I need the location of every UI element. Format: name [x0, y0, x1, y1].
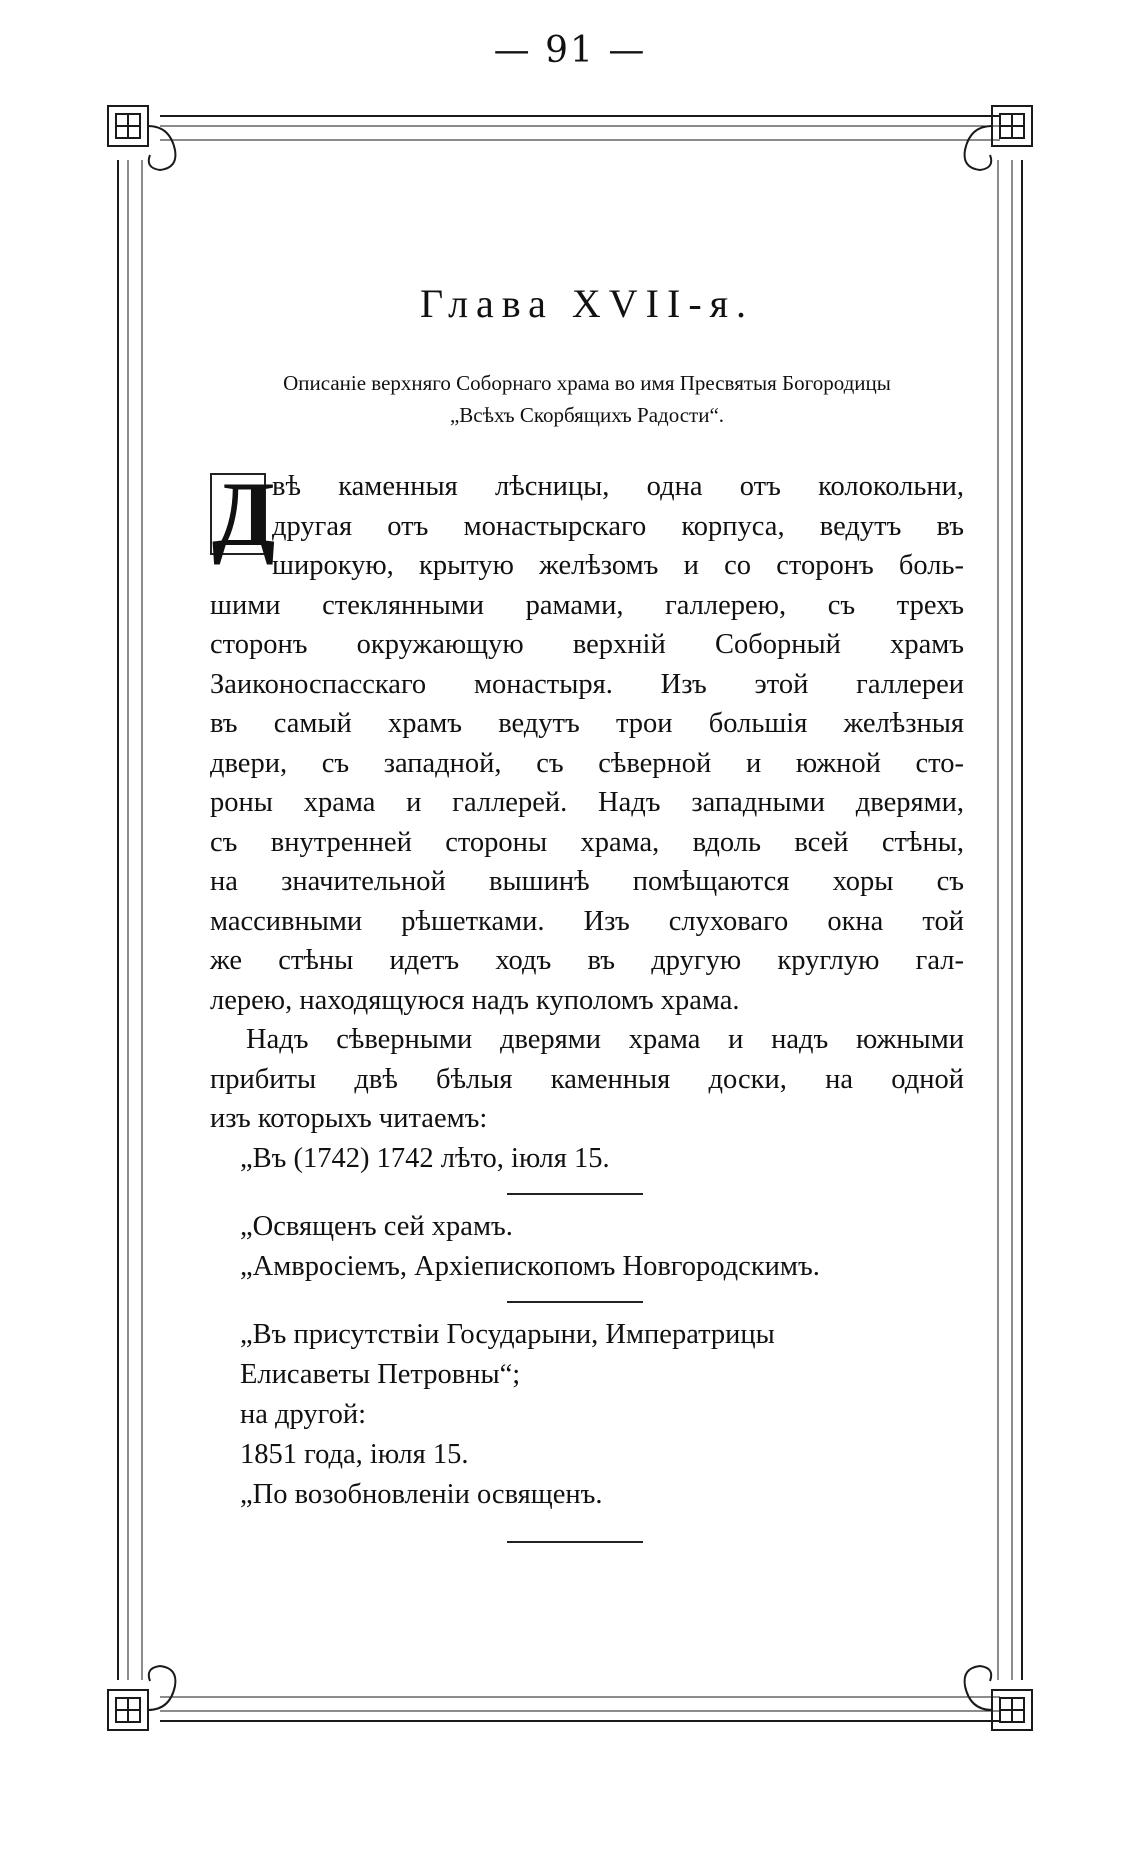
divider-rule	[507, 1193, 643, 1195]
text-line: на значительной вышинѣ помѣщаются хоры съ	[210, 866, 964, 897]
drop-cap: Д	[212, 463, 276, 565]
text-line: Надъ сѣверными дверями храма и надъ южными	[246, 1024, 964, 1055]
text-line: шими стеклянными рамами, галлерею, съ трехъ	[210, 589, 964, 621]
text-line: другая отъ монастырскаго корпуса, ведутъ въ	[272, 510, 964, 542]
inscription-1	[210, 1139, 964, 1179]
divider-rule	[507, 1301, 643, 1303]
chapter-title: Глава XVII-я.	[419, 281, 755, 326]
text-line: массивными рѣшетками. Изъ слуховаго окна той	[210, 905, 964, 937]
inscription-line: на другой:	[240, 1398, 367, 1430]
text-line: двери, съ западной, съ сѣверной и южной сто-	[210, 747, 964, 779]
inscription-line: „Освященъ сей храмъ.	[240, 1210, 513, 1242]
text-line: роны храма и галлерей. Надъ западными дверями,	[210, 787, 964, 818]
text-line: въ самый храмъ ведутъ трои большія желѣзныя	[210, 708, 964, 739]
subtitle-line: Описаніе верхняго Соборнаго храма во имя Пресвятыя Богородицы	[283, 371, 891, 395]
text-line: изъ которыхъ читаемъ:	[210, 1103, 488, 1134]
chapter-subtitle	[210, 367, 964, 431]
text-line: широкую, крытую желѣзомъ и со сторонъ боль-	[272, 550, 964, 581]
text-line: Заиконоспасскаго монастыря. Изъ этой галлереи	[210, 668, 964, 700]
text-line: вѣ каменныя лѣсницы, одна отъ колокольни,	[272, 471, 964, 502]
inscription-line: „По возобновленіи освященъ.	[240, 1478, 603, 1510]
inscription-3	[210, 1315, 964, 1515]
paragraph-1	[210, 463, 964, 1020]
inscription-line: „Амвросіемъ, Архіепископомъ Новгородскимъ.	[240, 1250, 820, 1282]
page-content	[210, 280, 964, 1555]
text-line: прибиты двѣ бѣлыя каменныя доски, на одной	[210, 1063, 964, 1095]
divider-rule	[507, 1541, 643, 1543]
inscription-line: „Въ присутствіи Государыни, Императрицы	[240, 1318, 775, 1350]
subtitle-line: „Всѣхъ Скорбящихъ Радости“.	[449, 403, 725, 427]
text-line: съ внутренней стороны храма, вдоль всей стѣны,	[210, 826, 964, 858]
page-number: — 91 —	[493, 30, 647, 71]
text-line: сторонъ окружающую верхній Соборный храмъ	[210, 629, 964, 660]
text-line: лерею, находящуюся надъ куполомъ храма.	[210, 984, 740, 1016]
inscription-line: Елисаветы Петровны“;	[240, 1358, 521, 1390]
inscription-2	[210, 1207, 964, 1287]
inscription-line: 1851 года, іюля 15.	[240, 1438, 469, 1470]
inscription-line: „Въ (1742) 1742 лѣто, іюля 15.	[240, 1142, 610, 1174]
paragraph-2	[210, 1020, 964, 1139]
text-line: же стѣны идетъ ходъ въ другую круглую гал-	[210, 945, 964, 976]
